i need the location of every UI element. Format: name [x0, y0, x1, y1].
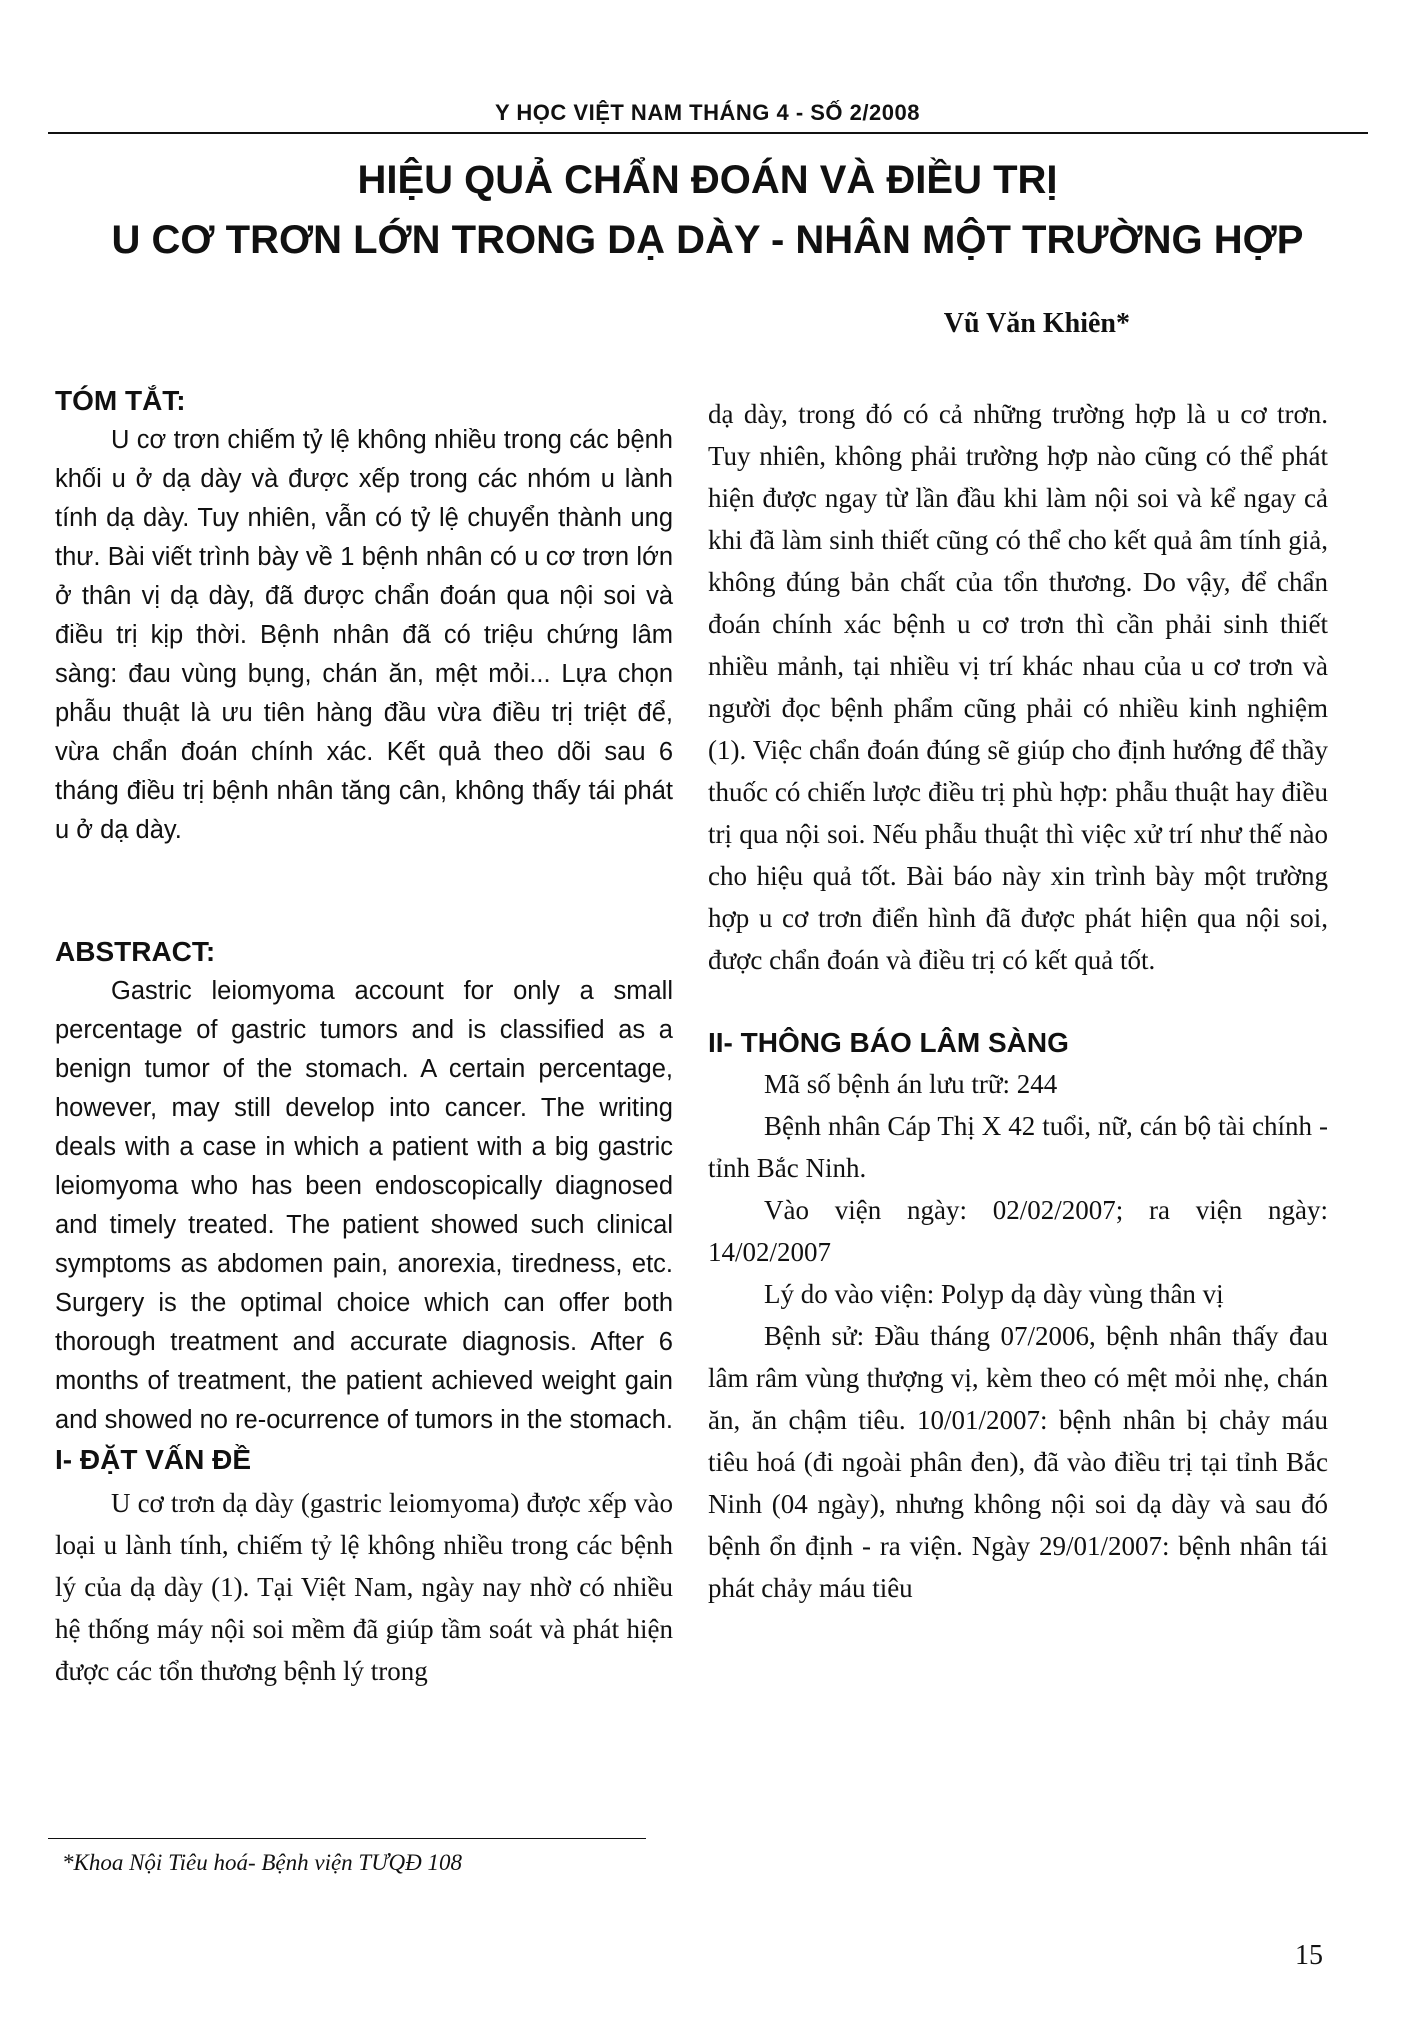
- medical-history: Bệnh sử: Đầu tháng 07/2006, bệnh nhân thấy đau lâm râm vùng thượng vị, kèm theo có mệt mỏi nhẹ, chán ăn, ăn chậm tiêu. 10/01/2007: bệnh nhân bị chảy máu tiêu hoá (đi ngoài phân đen), đã vào điều trị tại tỉnh Bắc Ninh (04 ngày), nhưng không nội soi dạ dày và sau đó bệnh ổn định - ra viện. Ngày 29/01/2007: bệnh nhân tái phát chảy máu tiêu: [708, 1321, 1328, 1603]
- page-number: 15: [1295, 1940, 1323, 1971]
- tom-tat-text: U cơ trơn chiếm tỷ lệ không nhiều trong các bệnh khối u ở dạ dày và được xếp trong các nhóm u lành tính dạ dày. Tuy nhiên, vẫn có tỷ lệ chuyển thành ung thư. Bài viết trình bày về 1 bệnh nhân có u cơ trơn lớn ở thân vị dạ dày, đã được chẩn đoán qua nội soi và điều trị kịp thời. Bệnh nhân đã có triệu chứng lâm sàng: đau vùng bụng, chán ăn, mệt mỏi... Lựa chọn phẫu thuật là ưu tiên hàng đầu vừa điều trị triệt để, vừa chẩn đoán chính xác. Kết quả theo dõi sau 6 tháng điều trị bệnh nhân tăng cân, không thấy tái phát u ở dạ dày.: [55, 426, 673, 844]
- introduction-section: [55, 1444, 673, 1692]
- admission-reason: Lý do vào viện: Polyp dạ dày vùng thân vị: [764, 1279, 1224, 1309]
- tom-tat-heading: TÓM TẮT:: [55, 385, 186, 416]
- author-name: Vũ Văn Khiên*: [943, 308, 1130, 339]
- title-line-1: HIỆU QUẢ CHẨN ĐOÁN VÀ ĐIỀU TRỊ: [357, 158, 1058, 202]
- abstract-heading: ABSTRACT:: [55, 936, 216, 967]
- abstract-section: [55, 936, 673, 1440]
- introduction-text-left: U cơ trơn dạ dày (gastric leiomyoma) được xếp vào loại u lành tính, chiếm tỷ lệ không nhiều trong các bệnh lý của dạ dày (1). Tại Việt Nam, ngày nay nhờ có nhiều hệ thống máy nội soi mềm đã giúp tầm soát và phát hiện được các tổn thương bệnh lý trong: [55, 1488, 673, 1686]
- running-header: Y HỌC VIỆT NAM THÁNG 4 - SỐ 2/2008: [495, 100, 920, 125]
- title-line-2: U CƠ TRƠN LỚN TRONG DẠ DÀY - NHÂN MỘT TRƯỜNG HỢP: [111, 218, 1304, 262]
- header-rule: [48, 132, 1368, 134]
- patient-info: Bệnh nhân Cáp Thị X 42 tuổi, nữ, cán bộ tài chính - tỉnh Bắc Ninh.: [708, 1111, 1328, 1183]
- admission-dates: Vào viện ngày: 02/02/2007; ra viện ngày: 14/02/2007: [708, 1195, 1328, 1267]
- introduction-text-right: dạ dày, trong đó có cả những trường hợp là u cơ trơn. Tuy nhiên, không phải trường hợp nào cũng có thể phát hiện được ngay từ lần đầu khi làm nội soi và kể ngay cả khi đã làm sinh thiết cũng có thể cho kết quả âm tính giả, không đúng bản chất của tổn thương. Do vậy, để chẩn đoán chính xác bệnh u cơ trơn thì cần phải sinh thiết nhiều mảnh, tại nhiều vị trí khác nhau của u cơ trơn và người đọc bệnh phẩm cũng phải có nhiều kinh nghiệm (1). Việc chẩn đoán đúng sẽ giúp cho định hướng để thầy thuốc có chiến lược điều trị phù hợp: phẫu thuật hay điều trị qua nội soi. Nếu phẫu thuật thì việc xử trí như thế nào cho hiệu quả tốt. Bài báo này xin trình bày một trường hợp u cơ trơn điển hình đã được phát hiện qua nội soi, được chẩn đoán và điều trị có kết quả tốt.: [708, 399, 1328, 975]
- tom-tat-section: [55, 385, 673, 850]
- right-column: [708, 393, 1328, 1609]
- clinical-heading: II- THÔNG BÁO LÂM SÀNG: [708, 1027, 1069, 1058]
- footnote-rule: [48, 1838, 646, 1839]
- abstract-text: Gastric leiomyoma account for only a small percentage of gastric tumors and is classified as a benign tumor of the stomach. A certain percentage, however, may still develop into cancer. The writing deals with a case in which a patient with a big gastric leiomyoma who has been endoscopically diagnosed and timely treated. The patient showed such clinical symptoms as abdomen pain, anorexia, tiredness, etc. Surgery is the optimal choice which can offer both thorough treatment and accurate diagnosis. After 6 months of treatment, the patient achieved weight gain and showed no re-ocurrence of tumors in the stomach.: [55, 977, 673, 1434]
- author-affiliation-footnote: *Khoa Nội Tiêu hoá- Bệnh viện TƯQĐ 108: [62, 1850, 463, 1875]
- introduction-heading: I- ĐẶT VẤN ĐỀ: [55, 1444, 251, 1475]
- article-title: [0, 150, 1415, 270]
- left-column: [55, 385, 673, 1692]
- record-number: Mã số bệnh án lưu trữ: 244: [764, 1069, 1058, 1099]
- clinical-section: [708, 1027, 1328, 1609]
